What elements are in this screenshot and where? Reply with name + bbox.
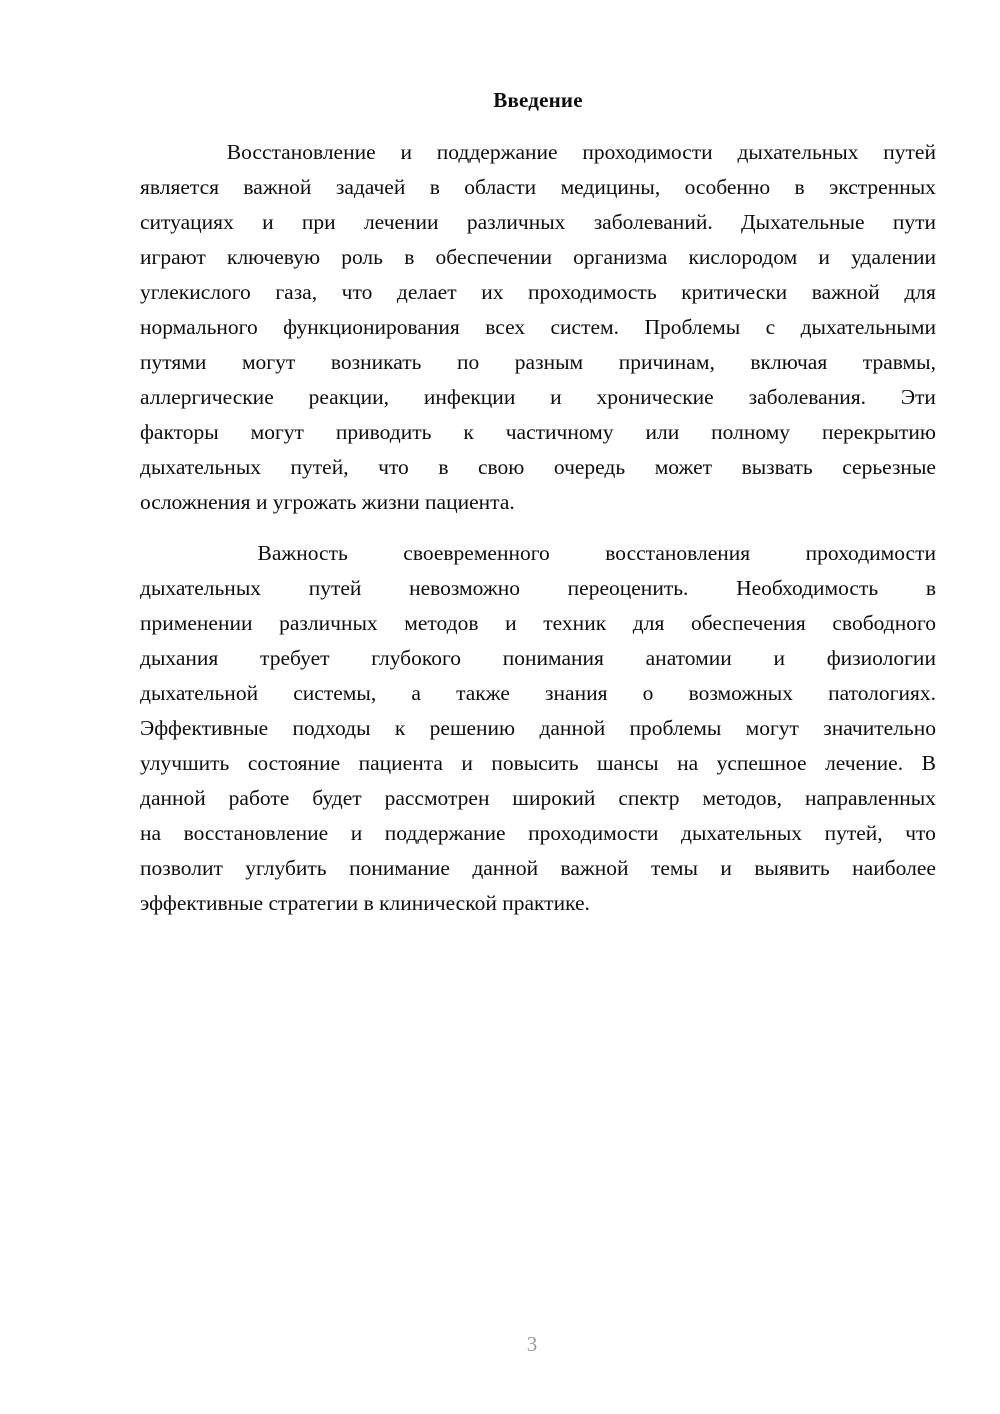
text-line: [140, 851, 936, 886]
word: могут: [241, 350, 296, 375]
word: невозможно: [409, 576, 520, 601]
word: данной: [140, 786, 206, 811]
word: ситуациях: [140, 210, 234, 235]
word: свою: [478, 455, 525, 480]
word: методов: [404, 611, 479, 636]
word: направленных: [804, 786, 936, 811]
word: очередь: [553, 455, 626, 480]
word: своевременного: [403, 541, 550, 566]
word: применении: [140, 611, 253, 636]
page-number-value: 3: [526, 1332, 538, 1356]
word: дыхательных: [140, 455, 262, 480]
word: лечение.: [825, 751, 904, 776]
word: эффективные: [140, 891, 269, 916]
word: при: [301, 210, 336, 235]
word: Необходимость: [736, 576, 879, 601]
page-title: Введение: [493, 88, 583, 112]
text-line: [140, 711, 936, 746]
word: патологиях.: [828, 681, 936, 706]
word: наиболее: [852, 856, 936, 881]
text-line: [140, 415, 936, 450]
word: рассмотрен: [384, 786, 490, 811]
text-line: [140, 536, 936, 571]
text-line: [140, 571, 936, 606]
word: осложнения: [140, 490, 256, 515]
word: углубить: [245, 856, 327, 881]
word: по: [456, 350, 480, 375]
word: с: [765, 315, 776, 340]
word: повысить: [491, 751, 579, 776]
word: требует: [260, 646, 330, 671]
text-line: [140, 676, 936, 711]
word: техник: [543, 611, 607, 636]
word: аллергические: [140, 385, 274, 410]
first-line-indent: [140, 135, 202, 170]
word: свободного: [832, 611, 936, 636]
word: спектр: [618, 786, 680, 811]
word: возможных: [688, 681, 793, 706]
word: удалении: [851, 245, 936, 270]
word: данной: [539, 716, 606, 741]
word: а: [411, 681, 421, 706]
word: Важность: [257, 541, 348, 566]
word: на: [140, 821, 162, 846]
word: инфекции: [423, 385, 516, 410]
word: позволит: [140, 856, 223, 881]
word: анатомии: [645, 646, 732, 671]
word: глубокого: [371, 646, 461, 671]
word: дыхательными: [800, 315, 936, 340]
word: полному: [711, 420, 791, 445]
word: путей,: [824, 821, 883, 846]
word: путей,: [290, 455, 349, 480]
word: различных: [279, 611, 378, 636]
word: задачей: [335, 175, 406, 200]
word: заболеваний.: [593, 210, 713, 235]
text-line: [140, 135, 936, 170]
word: важной: [243, 175, 312, 200]
text-line: [140, 485, 936, 520]
text-line: [140, 450, 936, 485]
word: пути: [892, 210, 936, 235]
word: приводить: [335, 420, 432, 445]
word: будет: [312, 786, 362, 811]
word: практике.: [502, 891, 590, 916]
word: проходимость: [528, 280, 657, 305]
word: важной: [560, 856, 629, 881]
word: в: [438, 455, 449, 480]
word: хронические: [596, 385, 714, 410]
word: широкий: [512, 786, 596, 811]
word: кислородом: [688, 245, 798, 270]
word: жизни: [361, 490, 426, 515]
word: понимание: [349, 856, 450, 881]
word: Эти: [900, 385, 936, 410]
word: делает: [396, 280, 457, 305]
text-line: [140, 816, 936, 851]
page-number: [0, 1332, 1000, 1357]
word: дыхательных: [737, 140, 859, 165]
word: функционирования: [283, 315, 460, 340]
word: также: [456, 681, 510, 706]
word: подходы: [292, 716, 371, 741]
text-line: [140, 205, 936, 240]
word: заболевания.: [748, 385, 866, 410]
word: экстренных: [829, 175, 936, 200]
word: причинам,: [618, 350, 715, 375]
text-line: [140, 240, 936, 275]
word: системы,: [293, 681, 377, 706]
word: восстановление: [183, 821, 329, 846]
word: в: [404, 245, 415, 270]
word: проблемы: [629, 716, 722, 741]
word: поддержание: [384, 821, 506, 846]
word: частичному: [505, 420, 614, 445]
word: и: [350, 821, 363, 846]
word: значительно: [823, 716, 936, 741]
word: и: [255, 490, 273, 515]
word: что: [341, 280, 373, 305]
word: углекислого: [140, 280, 251, 305]
word: путей: [883, 140, 936, 165]
word: особенно: [684, 175, 771, 200]
text-line: [140, 170, 936, 205]
word: и: [461, 751, 473, 776]
word: улучшить: [140, 751, 230, 776]
word: и: [550, 385, 562, 410]
word: проходимости: [528, 821, 659, 846]
word: обеспечения: [690, 611, 806, 636]
word: ключевую: [227, 245, 321, 270]
word: выявить: [754, 856, 830, 881]
word: дыхательной: [140, 681, 259, 706]
word: и: [262, 210, 274, 235]
word: или: [645, 420, 680, 445]
word: дыхательных: [140, 576, 262, 601]
text-line: [140, 746, 936, 781]
word: угрожать: [272, 490, 362, 515]
word: травмы,: [862, 350, 936, 375]
paragraph-2: [140, 536, 936, 921]
word: в: [363, 891, 380, 916]
word: работе: [228, 786, 290, 811]
word: роль: [341, 245, 383, 270]
text-line: [140, 275, 936, 310]
word: шансы: [597, 751, 659, 776]
word: медицины,: [560, 175, 661, 200]
word: реакции,: [308, 385, 390, 410]
word: В: [921, 751, 936, 776]
word: клинической: [379, 891, 503, 916]
word: возникать: [330, 350, 422, 375]
word: и: [773, 646, 785, 671]
word: о: [642, 681, 654, 706]
word: могут: [250, 420, 304, 445]
word: и: [720, 856, 732, 881]
word: их: [481, 280, 504, 305]
word: проходимости: [582, 140, 713, 165]
text-line: [140, 606, 936, 641]
word: путей: [308, 576, 362, 601]
word: всех: [485, 315, 526, 340]
text-line: [140, 781, 936, 816]
word: в: [429, 175, 440, 200]
word: и: [818, 245, 830, 270]
word: путями: [140, 350, 207, 375]
word: дыхания: [140, 646, 219, 671]
word: знания: [545, 681, 608, 706]
word: для: [632, 611, 665, 636]
word: успешное: [716, 751, 807, 776]
text-line: [140, 310, 936, 345]
word: вызвать: [741, 455, 813, 480]
word: нормального: [140, 315, 258, 340]
word: играют: [140, 245, 206, 270]
word: области: [464, 175, 537, 200]
word: и: [505, 611, 517, 636]
word: и: [400, 140, 412, 165]
word: газа,: [275, 280, 318, 305]
word: Проблемы: [644, 315, 741, 340]
word: пациента: [358, 751, 443, 776]
word: лечении: [363, 210, 439, 235]
word: физиологии: [826, 646, 936, 671]
word: Восстановление: [226, 140, 376, 165]
word: Дыхательные: [741, 210, 865, 235]
word: восстановления: [605, 541, 751, 566]
word: на: [677, 751, 699, 776]
word: различных: [466, 210, 566, 235]
word: дыхательных: [681, 821, 803, 846]
word: Эффективные: [140, 716, 269, 741]
word: разным: [514, 350, 584, 375]
word: понимания: [502, 646, 604, 671]
word: переоценить.: [567, 576, 689, 601]
word: факторы: [140, 420, 219, 445]
word: что: [378, 455, 409, 480]
first-line-indent: [140, 536, 202, 571]
word: может: [654, 455, 713, 480]
word: данной: [472, 856, 539, 881]
word: пациента.: [425, 490, 515, 515]
word: является: [140, 175, 220, 200]
word: могут: [745, 716, 799, 741]
word: темы: [650, 856, 698, 881]
text-line: [140, 380, 936, 415]
word: серьезные: [842, 455, 936, 480]
word: организма: [573, 245, 668, 270]
text-line: [140, 345, 936, 380]
word: систем.: [550, 315, 620, 340]
word: что: [905, 821, 936, 846]
word: обеспечении: [435, 245, 552, 270]
word: поддержание: [436, 140, 558, 165]
word: критически: [681, 280, 788, 305]
word: перекрытию: [821, 420, 936, 445]
word: решению: [429, 716, 516, 741]
word: включая: [750, 350, 828, 375]
word: проходимости: [805, 541, 936, 566]
word: для: [904, 280, 936, 305]
word: в: [794, 175, 805, 200]
text-line: [140, 641, 936, 676]
paragraph-1: [140, 135, 936, 520]
word: к: [394, 716, 406, 741]
word: стратегии: [268, 891, 364, 916]
word: к: [463, 420, 474, 445]
text-line: [140, 886, 936, 921]
word: в: [925, 576, 936, 601]
word: состояние: [247, 751, 341, 776]
word: методов,: [702, 786, 783, 811]
document-body: [140, 88, 936, 921]
word: важной: [811, 280, 880, 305]
